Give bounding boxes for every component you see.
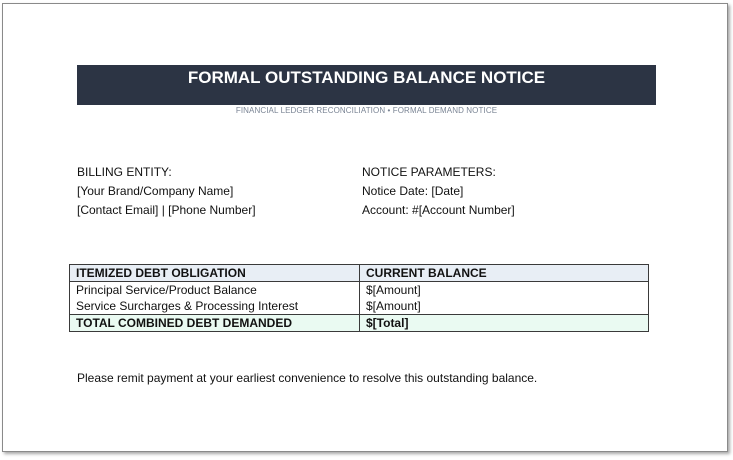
table-header-row — [70, 265, 649, 282]
notice-parameters-block — [362, 163, 515, 220]
billing-entity-block — [77, 163, 256, 220]
billing-company-name: [Your Brand/Company Name] — [77, 184, 234, 198]
total-label: TOTAL COMBINED DEBT DEMANDED — [70, 315, 360, 332]
row-item-label: Service Surcharges & Processing Interest — [70, 298, 360, 315]
row-item-amount: $[Amount] — [360, 298, 649, 315]
billing-entity-heading: BILLING ENTITY: — [77, 165, 172, 179]
table-total-row — [70, 315, 649, 332]
notice-parameters-heading: NOTICE PARAMETERS: — [362, 165, 496, 179]
column-header-balance: CURRENT BALANCE — [360, 265, 649, 282]
debt-table — [69, 264, 649, 332]
column-header-obligation: ITEMIZED DEBT OBLIGATION — [70, 265, 360, 282]
notice-title-bar — [77, 65, 656, 105]
table-row — [70, 282, 649, 299]
notice-title: FORMAL OUTSTANDING BALANCE NOTICE — [187, 68, 546, 87]
closing-statement: Please remit payment at your earliest convenience to resolve this outstanding balance. — [77, 371, 538, 385]
row-item-amount: $[Amount] — [360, 282, 649, 299]
account-number: Account: #[Account Number] — [362, 203, 515, 217]
billing-contact: [Contact Email] | [Phone Number] — [77, 203, 256, 217]
row-item-label: Principal Service/Product Balance — [70, 282, 360, 299]
total-amount: $[Total] — [360, 315, 649, 332]
table-row — [70, 298, 649, 315]
notice-date: Notice Date: [Date] — [362, 184, 464, 198]
notice-subtitle: FINANCIAL LEDGER RECONCILIATION • FORMAL DEMAND NOTICE — [235, 106, 498, 115]
